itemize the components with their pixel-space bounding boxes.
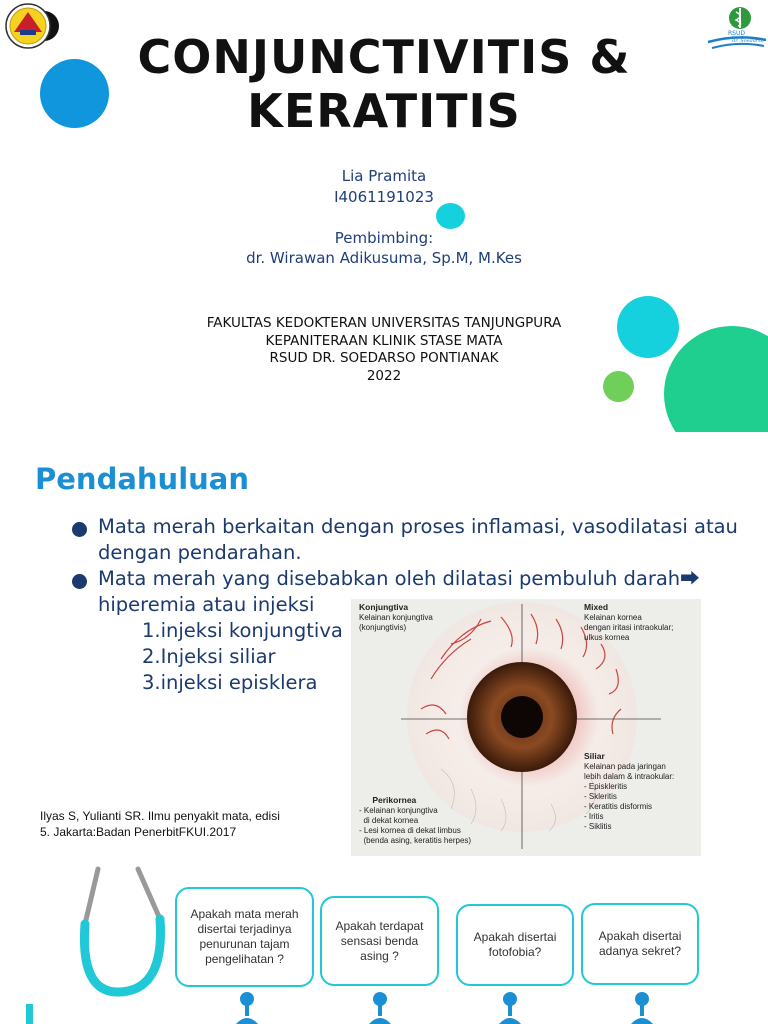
label-siliar-line: - Keratitis disformis	[584, 802, 653, 811]
question-text: Apakah disertai fotofobia?	[473, 930, 557, 959]
question-text: Apakah terdapat sensasi benda asing ?	[335, 918, 424, 963]
numbered-item: 1.injeksi konjungtiva	[142, 619, 343, 642]
author-name: Lia Pramita	[341, 167, 427, 185]
numbered-item: 3.injeksi episklera	[142, 671, 318, 694]
question-text: Apakah mata merah disertai terjadinya penurunan tajam pengelihatan ?	[190, 907, 299, 966]
label-siliar-line: - Iritis	[584, 812, 604, 821]
institution-hospital: RSUD DR. SOEDARSO PONTIANAK	[269, 350, 499, 366]
connector-pin-icon	[495, 992, 525, 1024]
label-perikornea-line: - Lesi kornea di dekat limbus	[359, 826, 461, 835]
label-konjungtiva-title: Konjungtiva	[359, 602, 409, 612]
label-konjungtiva-line: Kelainan konjungtiva	[359, 613, 433, 622]
label-perikornea-line: (benda asing, keratitis herpes)	[359, 836, 472, 845]
label-mixed	[584, 602, 673, 643]
supervisor-name: dr. Wirawan Adikusuma, Sp.M, M.Kes	[246, 249, 522, 267]
bullet-item	[72, 514, 762, 566]
label-konjungtiva-line: (konjungtivis)	[359, 623, 407, 632]
bullet-text: Mata merah yang disebabkan oleh dilatasi pembuluh darah⮕ hiperemia atau injeksi	[98, 567, 700, 616]
supervisor-label: Pembimbing:	[334, 229, 434, 247]
label-siliar-line: - Skleritis	[584, 792, 617, 801]
eye-injection-figure	[351, 599, 701, 856]
label-siliar-line: - Siklitis	[584, 822, 612, 831]
label-mixed-line: dengan iritasi intraokular;	[584, 623, 674, 632]
numbered-item: 2.Injeksi siliar	[142, 645, 276, 668]
question-card-foreign-body	[320, 896, 439, 986]
label-siliar-line: - Episkleritis	[584, 782, 628, 791]
label-siliar-line: lebih dalam & intraokular:	[584, 772, 675, 781]
intro-slide	[0, 444, 768, 1024]
slide-heading: Pendahuluan	[35, 462, 249, 496]
institution-year: 2022	[366, 367, 402, 384]
bullet-dot-icon	[72, 574, 87, 589]
label-siliar	[584, 751, 674, 832]
hospital-logo-text: RSUD	[728, 30, 745, 37]
institution-clerkship: KEPANITERAAN KLINIK STASE MATA	[265, 332, 503, 349]
label-konjungtiva	[359, 602, 433, 633]
bullet-text: Mata merah berkaitan dengan proses inflamasi, vasodilatasi atau dengan pendarahan.	[98, 515, 738, 564]
label-siliar-title: Siliar	[584, 751, 605, 761]
connector-pin-icon	[365, 992, 395, 1024]
label-perikornea-line: di dekat kornea	[359, 816, 419, 825]
label-mixed-line: ulkus kornea	[584, 633, 630, 642]
label-mixed-title: Mixed	[584, 602, 609, 612]
connector-pin-icon	[232, 992, 262, 1024]
connector-pin-icon	[627, 992, 657, 1024]
question-text: Apakah disertai adanya sekret?	[598, 929, 682, 958]
label-perikornea-title: Perikornea	[372, 795, 417, 805]
question-card-vision	[175, 887, 314, 987]
institution-faculty: FAKULTAS KEDOKTERAN UNIVERSITAS TANJUNGPURA	[206, 315, 562, 331]
student-id: I4061191023	[334, 188, 434, 206]
slide-title	[0, 30, 768, 138]
institution-block	[0, 315, 768, 385]
label-perikornea	[359, 785, 471, 856]
label-mixed-line: Kelainan kornea	[584, 613, 642, 622]
title-line-2: KERATITIS	[247, 84, 521, 138]
stethoscope-icon	[20, 864, 180, 1024]
hospital-logo-subtext: dr. Soedarso	[732, 38, 764, 44]
bullet-dot-icon	[72, 522, 87, 537]
title-slide	[0, 0, 768, 432]
label-siliar-line: Kelainan pada jaringan	[584, 762, 666, 771]
question-card-discharge	[581, 903, 699, 985]
reference-citation: Ilyas S, Yulianti SR. Ilmu penyakit mata, edisi 5. Jakarta:Badan PenerbitFKUI.2017	[40, 809, 280, 839]
question-card-photophobia	[456, 904, 574, 986]
title-line-1: CONJUNCTIVITIS &	[137, 30, 631, 84]
label-perikornea-line: - Kelainan konjungtiva	[359, 806, 438, 815]
